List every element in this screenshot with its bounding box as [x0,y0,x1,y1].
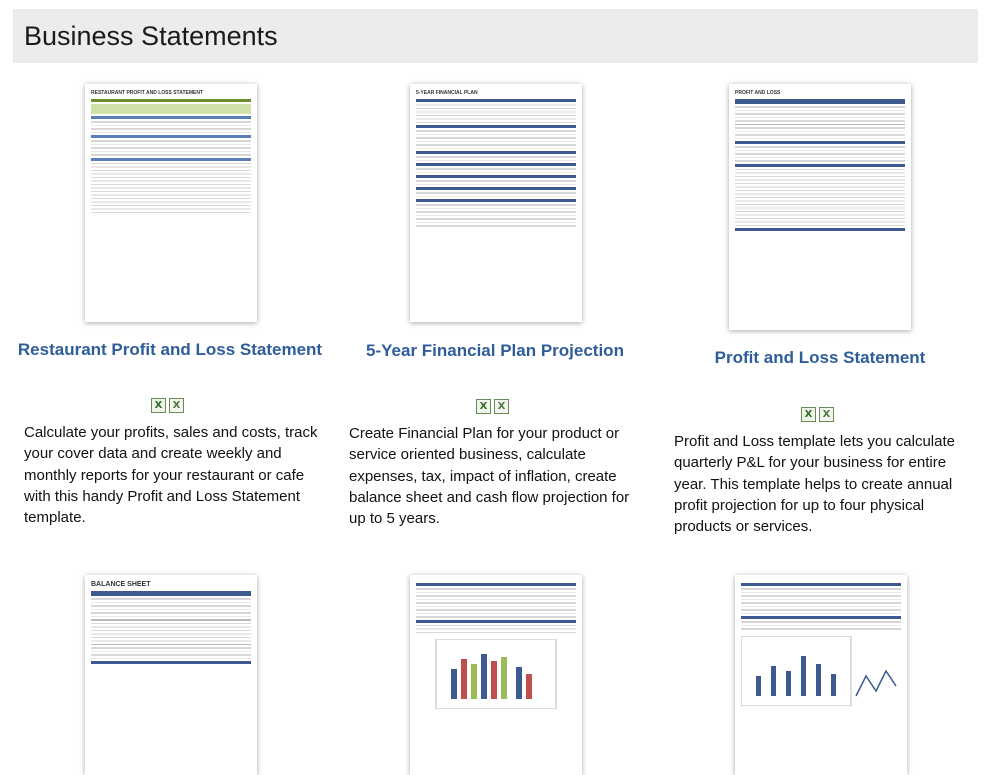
thumbnail-title: PROFIT AND LOSS [735,90,781,96]
template-title-link[interactable]: 5-Year Financial Plan Projection [366,341,624,360]
page-title: Business Statements [24,21,278,51]
download-icons [151,398,184,413]
template-thumbnail[interactable] [85,84,257,322]
template-thumbnail[interactable] [410,575,582,775]
template-description: Profit and Loss template lets you calculate quarterly P&L for your business for entire year. This template helps to create annual profit projection for up to four physical products or services. [674,433,955,536]
template-description: Create Financial Plan for your product or service oriented business, calculate expenses, tax, impact of inflation, create balance sheet and cash flow projection for up to 5 years. [349,425,630,528]
template-thumbnail[interactable] [735,575,907,775]
thumbnail-title: 5-YEAR FINANCIAL PLAN [416,90,478,96]
thumbnail-title: RESTAURANT PROFIT AND LOSS STATEMENT [91,90,204,96]
template-title-link[interactable]: Profit and Loss Statement [714,348,926,367]
spreadsheet-icon[interactable]: X [494,399,509,414]
template-title-link[interactable]: Restaurant Profit and Loss Statement [17,340,323,359]
section-header [13,9,978,63]
template-description: Calculate your profits, sales and costs, track your cover data and create weekly and monthly reports for your restaurant or cafe with this handy Profit and Loss Statement template. [24,424,318,527]
template-thumbnail[interactable] [410,84,582,322]
template-thumbnail[interactable] [729,84,911,330]
excel-icon[interactable]: X [476,399,491,414]
download-icons [801,407,834,422]
thumbnail-title: BALANCE SHEET [91,581,151,588]
template-thumbnail[interactable] [85,575,257,775]
download-icons [476,399,509,414]
spreadsheet-icon[interactable]: X [169,398,184,413]
thumbnail-chart-icon [416,639,576,709]
excel-icon[interactable]: X [151,398,166,413]
excel-icon[interactable]: X [801,407,816,422]
spreadsheet-icon[interactable]: X [819,407,834,422]
thumbnail-chart-icon [741,636,901,706]
